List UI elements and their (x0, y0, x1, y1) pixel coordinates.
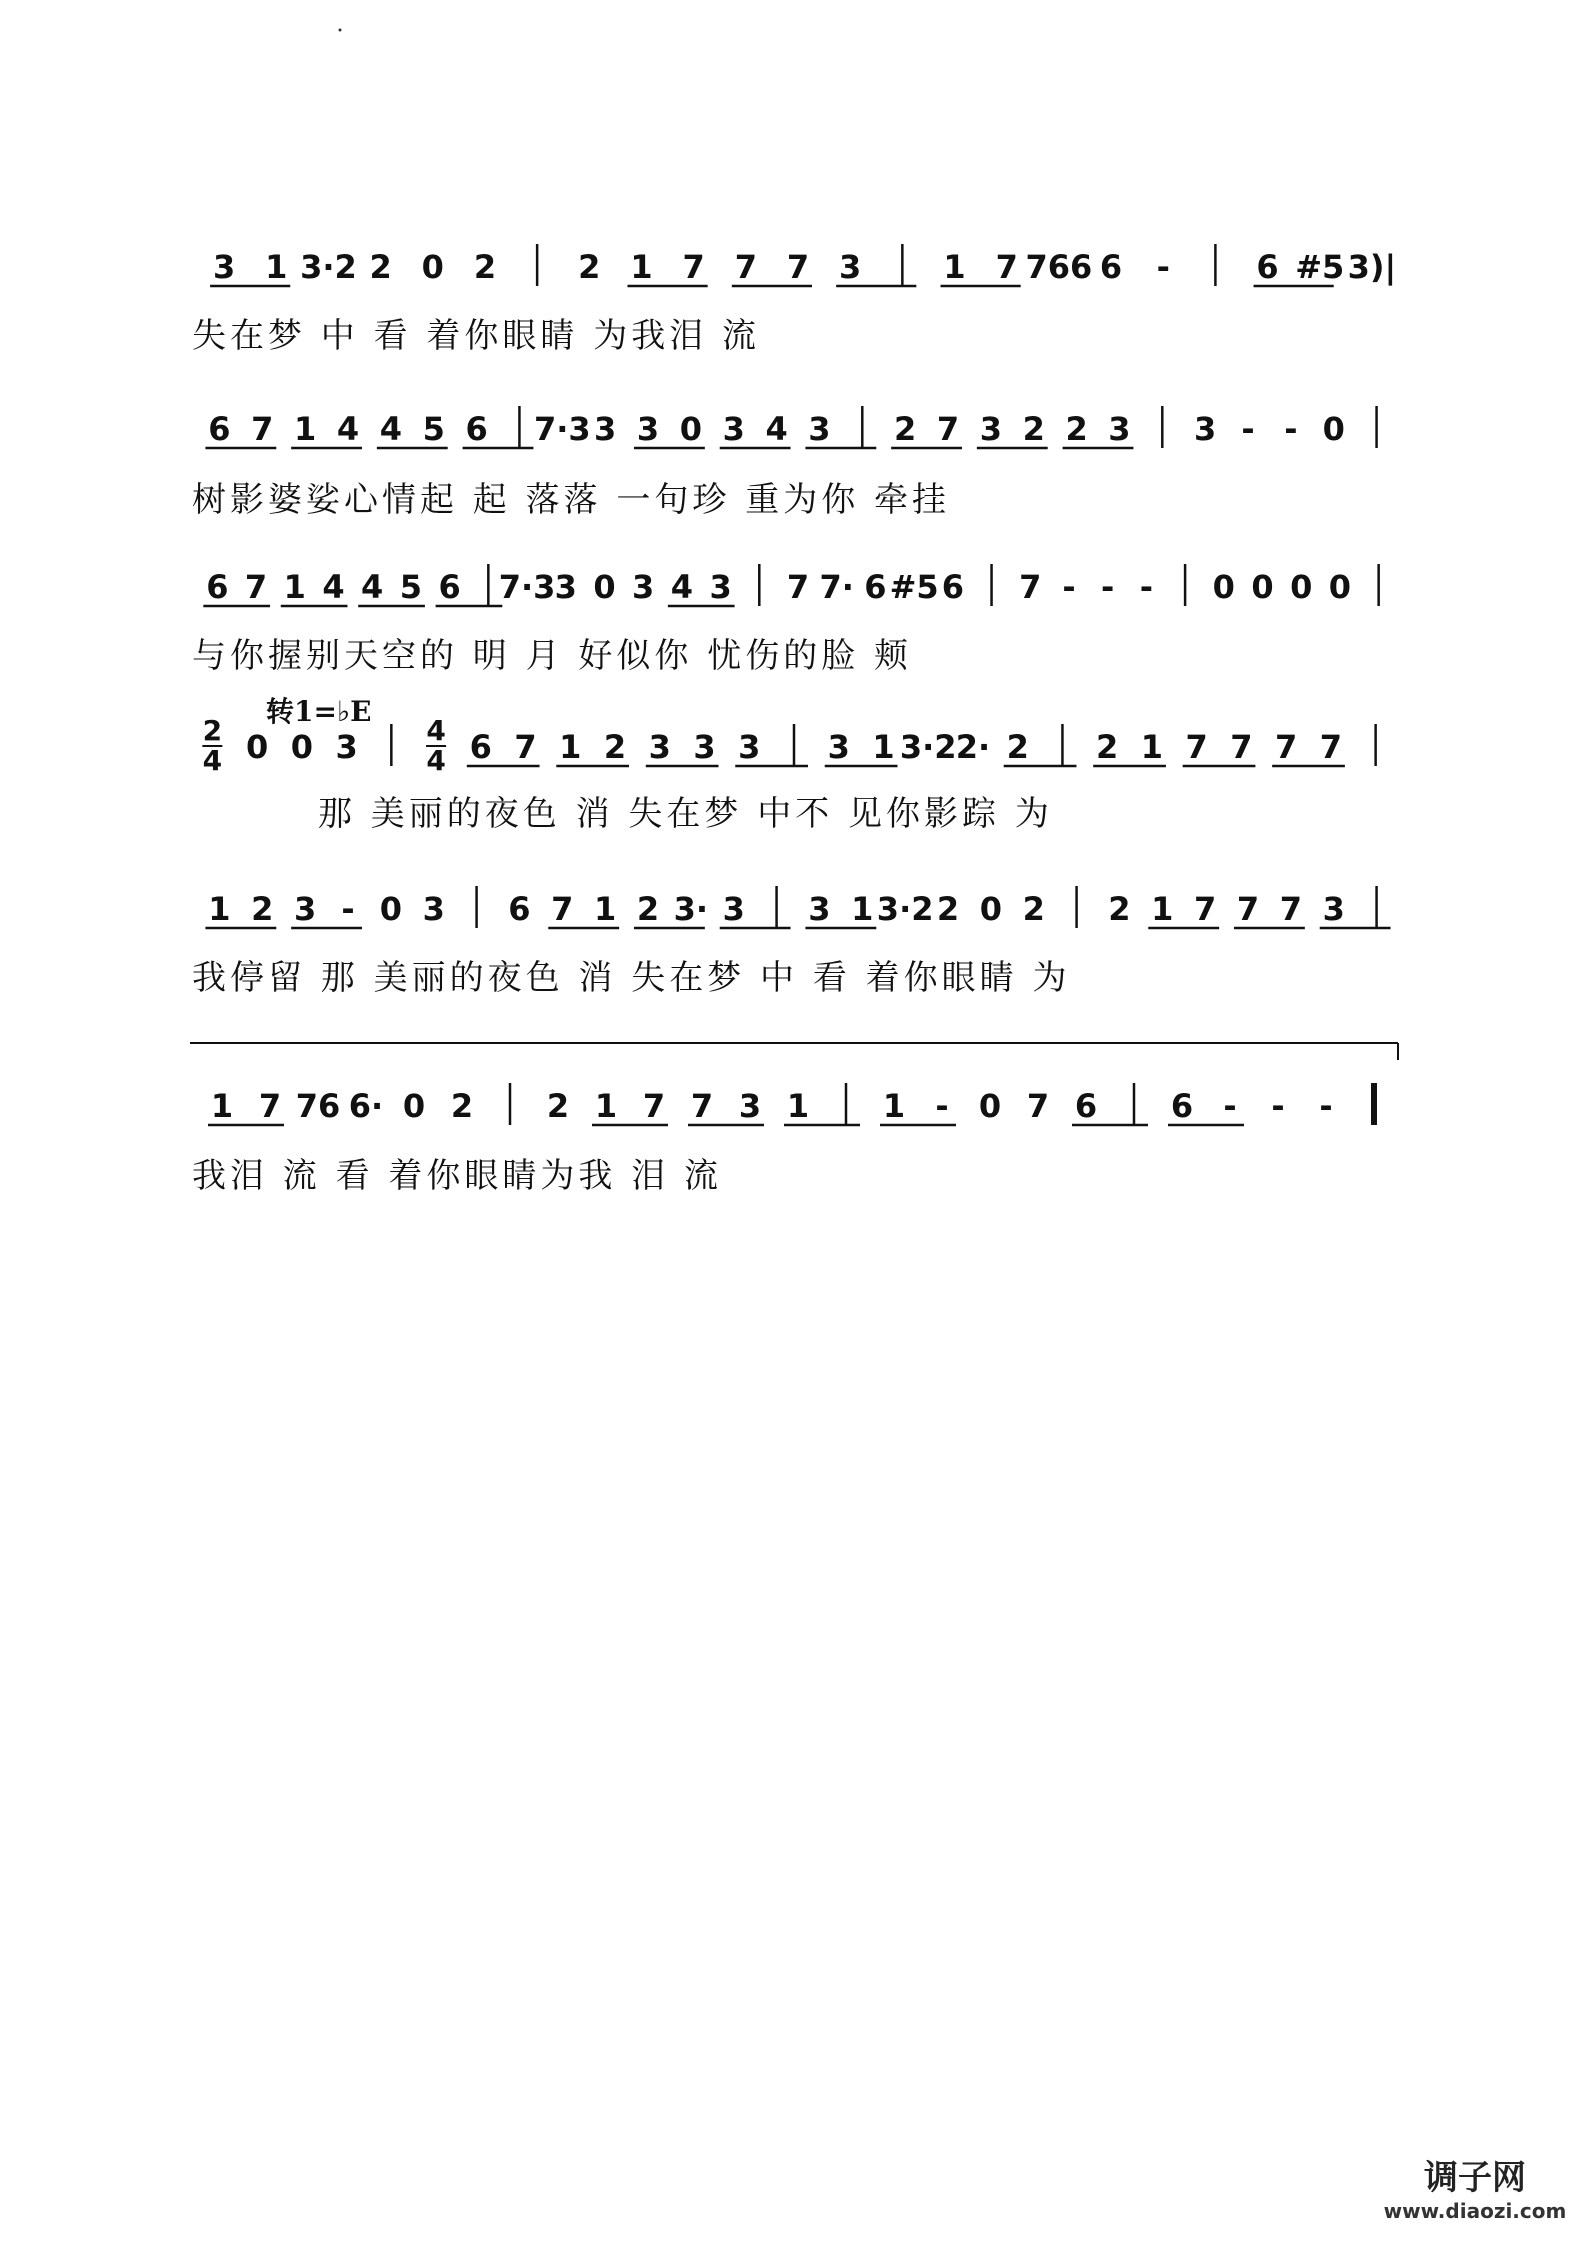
note: 7 (1236, 890, 1260, 928)
note: - (1101, 568, 1115, 606)
note: 0 (421, 248, 444, 286)
note: 3 (738, 728, 761, 766)
lyrics-line-6: 我泪 流 看 着你眼睛为我 泪 流 (192, 1156, 723, 1196)
note: 2 (369, 248, 392, 286)
note: 1 (559, 728, 582, 766)
note: 6 (1074, 1087, 1098, 1125)
note: - (341, 890, 355, 928)
note: 1 (851, 890, 874, 928)
note: 7 (1026, 1087, 1050, 1125)
note: 3)| (1347, 248, 1397, 286)
note: 7 (690, 1087, 714, 1125)
note: 2 (1006, 728, 1029, 766)
note: 7 (1194, 890, 1217, 928)
note: 1 (1151, 890, 1174, 928)
note: 1 (210, 1087, 234, 1125)
note: 4 (379, 410, 402, 448)
note: 3 (648, 728, 671, 766)
time-signature-bottom: 4 (202, 744, 223, 777)
note: 766 (1025, 248, 1093, 286)
note: 3 (738, 1087, 762, 1125)
note: 7·3 (533, 410, 591, 448)
note: 2 (636, 890, 660, 928)
note: 3 (808, 410, 831, 448)
note: 4 (322, 568, 345, 606)
note: 7·3 (498, 568, 556, 606)
note: 0 (290, 728, 313, 766)
note: 3 (594, 410, 617, 448)
note: 3 (1108, 410, 1131, 448)
lyrics-line-1: 失在梦 中 看 着你眼睛 为我泪 流 (192, 316, 761, 356)
note: 7 (551, 890, 574, 928)
note: 2 (603, 728, 627, 766)
note: 2 (1022, 890, 1045, 928)
note: 5 (422, 410, 445, 448)
note: 0 (979, 890, 1002, 928)
note: 0 (1322, 410, 1345, 448)
note: - (1223, 1087, 1237, 1125)
note: 3 (632, 568, 655, 606)
note: 7 (786, 248, 810, 286)
note: - (1156, 248, 1170, 286)
note: 7 (682, 248, 705, 286)
note: 7 (251, 410, 274, 448)
note: 3· (673, 890, 709, 928)
note: 7 (1275, 728, 1298, 766)
note: 1 (630, 248, 653, 286)
note: 0 (593, 568, 616, 606)
note: - (1319, 1087, 1333, 1125)
note: 2 (1065, 410, 1088, 448)
note: 2 (578, 248, 601, 286)
note: 4 (670, 568, 694, 606)
lyrics-line-2: 树影婆娑心情起 起 落落 一句珍 重为你 牵挂 (192, 480, 951, 520)
note: 3 (1322, 890, 1345, 928)
note: 6 (206, 568, 229, 606)
note: 2 (1096, 728, 1119, 766)
note: 3 (212, 248, 236, 286)
time-signature-bottom: 4 (426, 744, 446, 777)
note: 3·2 (300, 248, 357, 286)
note: 2 (251, 890, 274, 928)
note: 3 (722, 890, 745, 928)
note: 7 (786, 568, 810, 606)
note: 2 (546, 1087, 570, 1125)
note: 7 (1019, 568, 1042, 606)
note: 4 (765, 410, 788, 448)
note: 7· (819, 568, 854, 606)
note: 3 (722, 410, 745, 448)
note: 7 (995, 248, 1018, 286)
note: 6· (348, 1087, 384, 1125)
note: 0 (402, 1087, 426, 1125)
note: 6 (941, 568, 964, 606)
note: 6 (469, 728, 492, 766)
note: 6 (508, 890, 531, 928)
note: 3 (839, 248, 862, 286)
note: 3 (979, 410, 1002, 448)
note: 0 (679, 410, 702, 448)
note: 4 (336, 410, 360, 448)
note: 4 (361, 568, 384, 606)
note: 1 (294, 410, 317, 448)
note: 1 (594, 1087, 618, 1125)
note: 6 (438, 568, 461, 606)
note: - (1241, 410, 1255, 448)
note: 2 (936, 890, 960, 928)
note: 3·2 (899, 728, 957, 766)
watermark-url: www.diaozi.com (1383, 2199, 1567, 2223)
note: 6 (465, 410, 488, 448)
note: - (1284, 410, 1298, 448)
note: 7 (244, 568, 268, 606)
note: 6 (864, 568, 887, 606)
note: 5 (399, 568, 423, 606)
note: 3 (808, 890, 831, 928)
note: 6 (208, 410, 231, 448)
note: 3 (294, 890, 317, 928)
note: 1 (786, 1087, 810, 1125)
note: 3 (422, 890, 445, 928)
note: 2 (1108, 890, 1131, 928)
note: 3 (636, 410, 660, 448)
note: 2 (450, 1087, 474, 1125)
site-watermark (1375, 2150, 1575, 2223)
note: 3 (554, 568, 577, 606)
note: 1 (943, 248, 966, 286)
note: 1 (882, 1087, 906, 1125)
page-mark (339, 29, 342, 32)
note: 0 (245, 728, 269, 766)
note: 1 (208, 890, 231, 928)
lyrics-line-3: 与你握别天空的 明 月 好似你 忧伤的脸 颊 (192, 636, 913, 676)
note: 7 (514, 728, 537, 766)
note: 2 (894, 410, 917, 448)
note: 0 (1251, 568, 1274, 606)
note: 7 (1185, 728, 1208, 766)
time-signature-top: 2 (202, 714, 223, 747)
note: - (1271, 1087, 1285, 1125)
note: - (1139, 568, 1154, 606)
note: 7 (1319, 728, 1343, 766)
note: 7 (734, 248, 757, 286)
note: #5 (1295, 248, 1345, 286)
note: 3 (693, 728, 716, 766)
note: 7 (642, 1087, 666, 1125)
note: 1 (872, 728, 895, 766)
note: 0 (379, 890, 402, 928)
note: 0 (1290, 568, 1313, 606)
note: 0 (1212, 568, 1235, 606)
note: - (935, 1087, 949, 1125)
note: 3·2 (876, 890, 934, 928)
note: 6 (1099, 248, 1123, 286)
note: - (1062, 568, 1076, 606)
note: #5 (889, 568, 939, 606)
note: 6 (1170, 1087, 1194, 1125)
note: 1 (283, 568, 306, 606)
note: 1 (1140, 728, 1164, 766)
note: 0 (978, 1087, 1002, 1125)
note: 3 (335, 728, 358, 766)
note: 7 (936, 410, 960, 448)
note: 76 (295, 1087, 341, 1125)
note: 3 (827, 728, 850, 766)
note: 3 (1194, 410, 1217, 448)
note: 3 (709, 568, 732, 606)
note: 2 (1022, 410, 1045, 448)
note: 0 (1328, 568, 1352, 606)
key-change-label: 转1=♭E (266, 695, 372, 728)
note: 2 (473, 248, 497, 286)
note: 1 (265, 248, 288, 286)
note: 7 (1279, 890, 1302, 928)
time-signature-top: 4 (426, 714, 446, 747)
lyrics-line-5: 我停留 那 美丽的夜色 消 失在梦 中 看 着你眼睛 为 (192, 958, 1071, 998)
watermark-name: 调子网 (1424, 2158, 1526, 2198)
note: 1 (594, 890, 617, 928)
note: 6 (1256, 248, 1279, 286)
note: 2· (955, 728, 991, 766)
lyrics-line-4: 那 美丽的夜色 消 失在梦 中不 见你影踪 为 (318, 794, 1053, 834)
note: 7 (1230, 728, 1253, 766)
note: 7 (258, 1087, 282, 1125)
